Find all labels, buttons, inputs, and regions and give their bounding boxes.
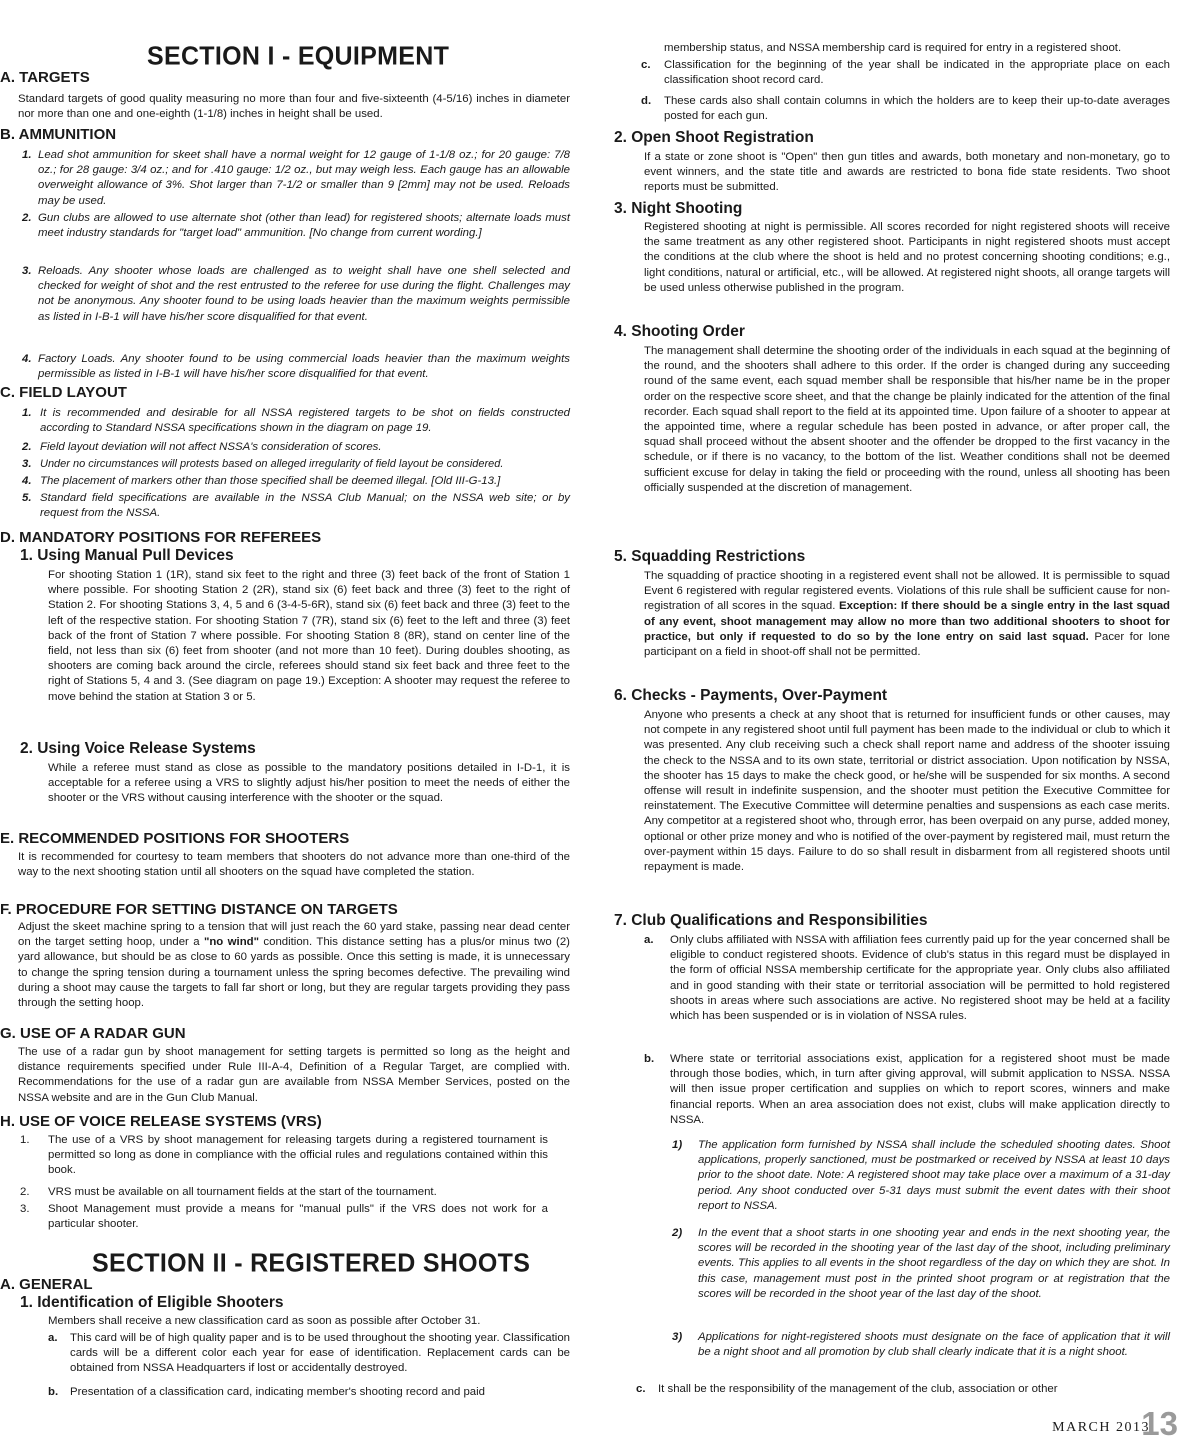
- list-letter: b.: [48, 1386, 59, 1398]
- field-item-1: It is recommended and desirable for all NSSA registered targets to be shot on fields constructed according to Standard NSSA specifications shown in the diagram on page 19.: [40, 407, 570, 435]
- field-item-2: Field layout deviation will not affect NSSA's consideration of scores.: [40, 441, 382, 453]
- vrs-item-2: VRS must be available on all tournament fields at the start of the tournament.: [48, 1186, 437, 1198]
- heading-b-ammunition: B. AMMUNITION: [0, 126, 117, 143]
- heading-f-setting-distance: F. PROCEDURE FOR SETTING DISTANCE ON TARGETS: [0, 901, 398, 918]
- heading-c-field-layout: C. FIELD LAYOUT: [0, 384, 127, 401]
- list-letter: c.: [636, 1383, 646, 1395]
- vrs-item-1: The use of a VRS by shoot management for releasing targets during a registered tournament is permitted so long as done in compliance with the official rules and regulations contained within this book.: [48, 1134, 548, 1177]
- club-item-c: It shall be the responsibility of the management of the club, association or other: [658, 1383, 1058, 1395]
- setting-distance-text-c: condition. This distance setting has a plus/or minus two (2) yard allowance, but should be as close to 60 yards as possible. Once this setting is made, it is unnecessary to change the spring tension during a tournament unless the spring becomes defective. The prevailing wind during a shoot may cause the targets to fall far short or long, but they are regular targets providing they pass through the setting hoop.: [18, 936, 570, 1010]
- list-letter: a.: [644, 934, 654, 946]
- ammo-item-4: Factory Loads. Any shooter found to be using commercial loads heavier than the maximum weights permissible as listed in I-B-1 will have his/her score disqualified for that event.: [38, 353, 570, 381]
- list-letter: a.: [48, 1332, 58, 1344]
- eligible-item-d: These cards also shall contain columns in which the holders are to keep their up-to-date averages posted for each gun.: [664, 95, 1170, 123]
- club-item-b3: Applications for night-registered shoots must designate on the face of application that it will be a night shoot and all promotion by club shall clearly indicate that it is a night shoot.: [698, 1331, 1170, 1359]
- list-number: 3.: [22, 458, 32, 470]
- ammo-item-2: Gun clubs are allowed to use alternate shot (other than lead) for registered shoots; alternate loads must meet industry standards for "target load" ammunition. [No change from current wording.]: [38, 212, 570, 240]
- list-number: 3.: [22, 265, 32, 277]
- list-number: 1.: [20, 1134, 30, 1146]
- heading-squadding: 5. Squadding Restrictions: [614, 548, 806, 565]
- list-number: 2): [672, 1227, 683, 1239]
- open-shoot-text: If a state or zone shoot is "Open" then gun titles and awards, both monetary and non-monetary, go to event winners, and the state title and awards are restricted to bona fide state residents. Two shoot reports must be submitted.: [644, 151, 1170, 194]
- squadding-text-a: The squadding of practice shooting in a registered event shall not be allowed. It is permissible to squad Event 6 registered with regular registered events. Violations of this rule shall be sufficient cause for non-registration of all scores in the squad.: [644, 570, 1170, 613]
- heading-e-shooter-positions: E. RECOMMENDED POSITIONS FOR SHOOTERS: [0, 830, 350, 847]
- list-letter: c.: [641, 59, 651, 71]
- heading-g-radar-gun: G. USE OF A RADAR GUN: [0, 1025, 186, 1042]
- heading-a-general: A. GENERAL: [0, 1276, 93, 1293]
- heading-open-shoot: 2. Open Shoot Registration: [614, 129, 814, 146]
- heading-h-vrs: H. USE OF VOICE RELEASE SYSTEMS (VRS): [0, 1113, 322, 1130]
- setting-distance-text: [18, 920, 570, 1011]
- eligible-item-b-start: Presentation of a classification card, indicating member's shooting record and paid: [70, 1386, 485, 1398]
- list-letter: b.: [644, 1053, 655, 1065]
- checks-text: Anyone who presents a check at any shoot that is returned for insufficient funds or other causes, may not compete in any registered shoot until full payment has been made to the individual or club to which it was presented. Any club receiving such a check shall report name and address of the shooter issuing the check to the NSSA and to its own state, territorial or district association. Upon notification by NSSA, the shooter has 15 days to make the check good, or he/she will be suspended for six months. A second offense will result in indefinite suspension, and the shooter must petition the Executive Committee for reinstatement. The Executive Committee will determine penalties and suspensions as each case merits. Any competitor at a registered shoot who, through error, has been overpaid on any purse, added money, optional or other prize money and who is notified of the over-payment by registered mail, must return the over-payment within 15 days. Failure to do so shall result in disbarment from all registered shoots until repayment is made.: [644, 709, 1170, 874]
- field-item-5: Standard field specifications are available in the NSSA Club Manual; on the NSSA web site; or by request from the NSSA.: [40, 492, 570, 520]
- list-number: 2.: [22, 441, 32, 453]
- ammo-item-1: Lead shot ammunition for skeet shall have a normal weight for 12 gauge of 1-1/8 oz.; for 20 gauge: 7/8 oz.; for 28 gauge: 3/4 oz.; and for .410 gauge: 1/2 oz., but may weigh less. Each gauge has an allowable overweight allowance of 3%. Shot larger than 7-1/2 or smaller than 9 [2mm] may not be used. Reloads may be used.: [38, 149, 570, 207]
- field-item-3: Under no circumstances will protests based on alleged irregularity of field layout be considered.: [40, 458, 504, 470]
- heading-shooting-order: 4. Shooting Order: [614, 323, 745, 340]
- setting-distance-text-a: Adjust the skeet machine spring to a tension that will just reach the 60 yard stake, passing near dead center on the target setting hoop, under a: [18, 921, 570, 949]
- list-number: 1): [672, 1139, 683, 1151]
- eligible-item-b-cont: membership status, and NSSA membership card is required for entry in a registered shoot.: [664, 42, 1122, 54]
- footer-month: MARCH 2013: [1052, 1420, 1150, 1435]
- vrs-item-3: Shoot Management must provide a means for "manual pulls" if the VRS does not work for a particular shooter.: [48, 1203, 548, 1231]
- list-number: 3.: [20, 1203, 30, 1215]
- squadding-exception: Exception: If there should be a single entry in the last squad of any event, shoot management may allow no more than two additional shooters to shoot for practice, but only if requested to do so by the lone entry on said last squad.: [644, 600, 1170, 643]
- heading-voice-release: 2. Using Voice Release Systems: [20, 740, 256, 757]
- ammo-item-3: Reloads. Any shooter whose loads are challenged as to weight shall have one shell selected and checked for weight of shot and the rest entrusted to the referee for use during the flight. Challenges may not be anonymous. Any shooter found to be using loads heavier than the maximum weights permissible as listed in I-B-1 will have his/her score disqualified for that event.: [38, 265, 570, 323]
- heading-manual-pull: 1. Using Manual Pull Devices: [20, 547, 234, 564]
- squadding-text: [644, 569, 1170, 660]
- list-number: 4.: [22, 353, 32, 365]
- shooting-order-text: The management shall determine the shooting order of the individuals in each squad at the beginning of the round, and the shooters shall adhere to this order. If the order is changed during any succeeding round of the same event, each squad member shall be responsible that his/her name be in the proper order on the respective score sheet, and that the change be plainly indicated for the attention of the final recorder. Each squad shall report to the field at its appointed time. Upon failure of a shooter to appear at the appointed time, where a regular schedule has been posted in advance, or after proper call, the squad shall proceed without the absent shooter and the offender be dropped to the first vacancy in the schedule, or if there is no vacancy, to the bottom of the list. Weather conditions shall not be deemed sufficient excuse for delay in taking the field or proceeding with the round, unless all shooting has been officially suspended at the discretion of management.: [644, 345, 1170, 494]
- squadding-text-c: Pacer for lone participant on a field in shoot-off shall not be permitted.: [644, 630, 1171, 659]
- club-item-b1: The application form furnished by NSSA shall include the scheduled shooting dates. Shoot applications, properly sanctioned, must be postmarked or received by NSSA at least 10 days prior to the shoot date. Note: A registered shoot may take place over a maximum of a 31-day period. Any shoot conducted over 5-31 days must submit the event dates with their shoot report to NSSA.: [698, 1139, 1170, 1212]
- heading-checks: 6. Checks - Payments, Over-Payment: [614, 687, 888, 704]
- list-letter: d.: [641, 95, 652, 107]
- list-number: 3): [672, 1331, 683, 1343]
- targets-text: Standard targets of good quality measuring no more than four and five-sixteenth (4-5/16) inches in diameter nor more than one and one-eighth (1-1/8) inches in height shall be used.: [18, 93, 570, 121]
- list-number: 5.: [22, 492, 32, 504]
- club-item-b: Where state or territorial associations exist, application for a registered shoot must be made through those bodies, which, in turn after giving approval, will submit application to NSSA. NSSA will then issue proper certification and supplies on which to report scores, winners and make financial reports. When an area association does not exist, clubs will make application directly to NSSA.: [670, 1053, 1170, 1126]
- heading-a-targets: A. TARGETS: [0, 69, 90, 86]
- heading-eligible-shooters: 1. Identification of Eligible Shooters: [20, 1294, 284, 1311]
- radar-gun-text: The use of a radar gun by shoot management for setting targets is permitted so long as the height and distance requirements specified under Rule III-A-4, Definition of a Regular Target, are complied with. Recommendations for the use of a radar gun are available from NSSA Member Services, posted on the NSSA website and are in the Gun Club Manual.: [18, 1046, 570, 1104]
- page-number: 13: [1141, 1405, 1178, 1442]
- heading-night-shooting: 3. Night Shooting: [614, 200, 743, 217]
- voice-release-text: While a referee must stand as close as possible to the mandatory positions detailed in I-D-1, it is acceptable for a referee using a VRS to slightly adjust his/her position to meet the needs of either the shooter or the VRS without causing interference with the shooter or the squad.: [48, 762, 570, 805]
- club-item-a: Only clubs affiliated with NSSA with affiliation fees currently paid up for the year concerned shall be eligible to conduct registered shoots. Evidence of club's status in this regard must be displayed in the form of official NSSA membership certificate for the appropriate year. Only clubs also affiliated and in good standing with their state or territorial association will be permitted to hold registered shoots in areas where such associations are active. No registered shoot may be held at a facility which has been suspended or is in violation of NSSA rules.: [670, 934, 1170, 1023]
- section-1-title: SECTION I - EQUIPMENT: [147, 41, 450, 71]
- no-wind-emphasis: "no wind": [203, 936, 260, 949]
- list-number: 4.: [22, 475, 32, 487]
- section-2-title: SECTION II - REGISTERED SHOOTS: [92, 1248, 531, 1278]
- eligible-item-c: Classification for the beginning of the year shall be indicated in the appropriate place on each classification shoot record card.: [664, 59, 1170, 87]
- field-item-4: The placement of markers other than those specified shall be deemed illegal. [Old III-G-13.]: [40, 475, 501, 487]
- heading-d-referee-positions: D. MANDATORY POSITIONS FOR REFEREES: [0, 529, 322, 546]
- list-number: 1.: [22, 407, 32, 419]
- shooter-positions-text: It is recommended for courtesy to team members that shooters do not advance more than one-third of the way to the next shooting station until all shooters on the squad have completed the station.: [18, 851, 570, 879]
- heading-club-qualifications: 7. Club Qualifications and Responsibilities: [614, 912, 928, 929]
- manual-pull-text: For shooting Station 1 (1R), stand six feet to the right and three (3) feet back of the front of Station 1 where possible. For shooting Station 2 (2R), stand six (6) feet back and three (3) feet to the right of Station 2. For shooting Stations 3, 4, 5 and 6 (3-4-5-6R), stand six (6) feet back and three (3) feet to the left of the respective station. For shooting Station 7 (7R), stand six (6) feet to the left and three (3) feet back of the front of Station 7 where possible. For shooting Station 8 (8R), stand on center line of the field, not less than six (6) feet from shooter (and not more than 10 feet). During doubles shooting, as shooters are coming back around the circle, referees should stand six feet back and three feet to the right of Stations 5, 4 and 3. (See diagram on page 19.) Exception: A shooter may request the referee to move behind the station at Station 3 or 5.: [48, 569, 570, 703]
- eligible-item-a: This card will be of high quality paper and is to be used throughout the shooting year. Classification cards will be a different color each year for ease of identification. Replacement cards can be obtained from NSSA Headquarters if lost or accidentally destroyed.: [70, 1332, 570, 1375]
- list-number: 1.: [22, 149, 32, 161]
- list-number: 2.: [20, 1186, 30, 1198]
- night-shooting-text: Registered shooting at night is permissible. All scores recorded for night registered shoots will receive the same treatment as any other registered shoot. Participants in night registered shoots must accept the conditions at the club where the shoot is held and no protest concerning shooting conditions; e.g., light conditions, natural or artificial, etc., will be allowed. At registered night shoots, all orange targets will be used unless otherwise published in the program.: [644, 221, 1170, 294]
- eligible-intro: Members shall receive a new classification card as soon as possible after October 31.: [48, 1315, 481, 1327]
- club-item-b2: In the event that a shoot starts in one shooting year and ends in the next shooting year, the scores will be recorded in the shooting year of the last day of the shoot, including preliminary events. This applies to all events in the shoot regardless of the day on which they are shot. In this case, management must post in the printed shoot program or at registration that the scores will be recorded in the shoot year of the last day of the shoot.: [698, 1227, 1170, 1300]
- list-number: 2.: [22, 212, 32, 224]
